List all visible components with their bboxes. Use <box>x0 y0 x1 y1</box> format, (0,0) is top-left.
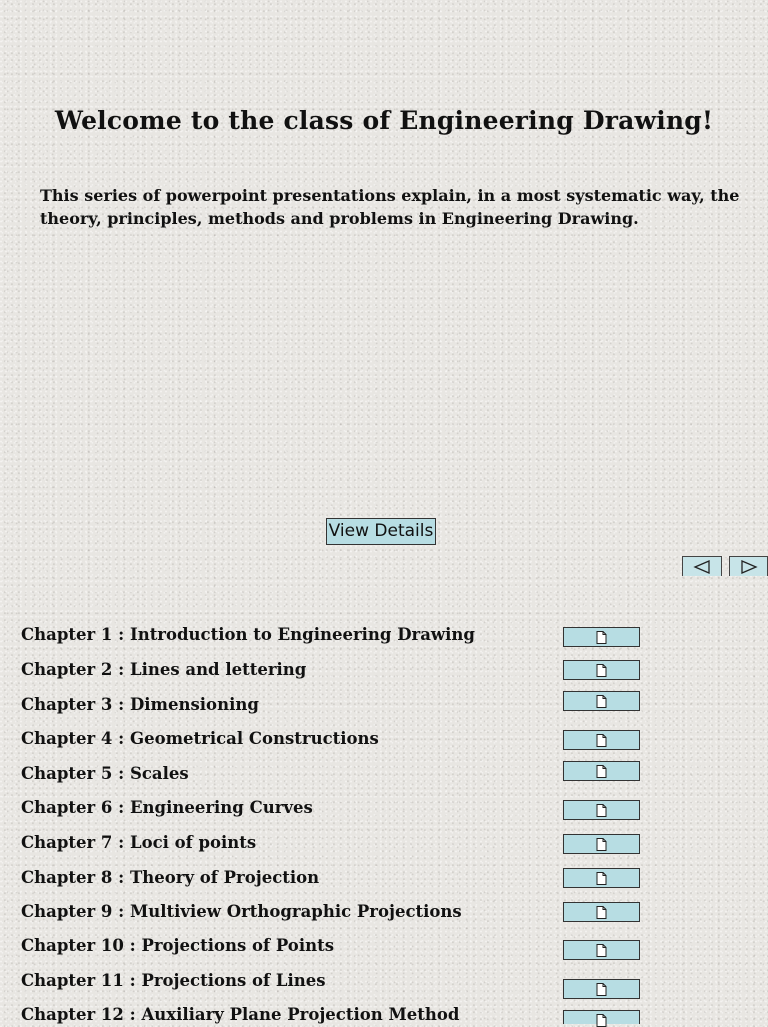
chapter-3-label[interactable]: Chapter 3 : Dimensioning <box>21 695 259 714</box>
document-icon <box>596 804 607 817</box>
chapter-10-label[interactable]: Chapter 10 : Projections of Points <box>21 936 334 955</box>
chapter-5-label[interactable]: Chapter 5 : Scales <box>21 764 189 783</box>
chapter-9-open-button[interactable] <box>563 902 640 922</box>
document-icon <box>596 664 607 677</box>
chapter-2-open-button[interactable] <box>563 660 640 680</box>
document-icon <box>596 944 607 957</box>
chapter-4-label[interactable]: Chapter 4 : Geometrical Constructions <box>21 729 379 748</box>
triangle-right-icon <box>739 560 759 574</box>
document-icon <box>596 983 607 996</box>
intro-paragraph: This series of powerpoint presentations explain, in a most systematic way, the theory, principles, methods and problems in Engineering Drawing. <box>40 186 740 228</box>
document-icon <box>596 1014 607 1027</box>
document-icon <box>596 734 607 747</box>
chapter-7-open-button[interactable] <box>563 834 640 854</box>
chapter-6-open-button[interactable] <box>563 800 640 820</box>
chapter-6-label[interactable]: Chapter 6 : Engineering Curves <box>21 798 313 817</box>
chapter-1-label[interactable]: Chapter 1 : Introduction to Engineering Drawing <box>21 625 475 644</box>
view-details-button[interactable]: View Details <box>326 518 436 545</box>
page-title: Welcome to the class of Engineering Drawing! <box>54 106 714 135</box>
triangle-left-icon <box>692 560 712 574</box>
document-icon <box>596 765 607 778</box>
chapter-2-label[interactable]: Chapter 2 : Lines and lettering <box>21 660 307 679</box>
chapter-12-label[interactable]: Chapter 12 : Auxiliary Plane Projection Method <box>21 1005 460 1024</box>
chapter-1-open-button[interactable] <box>563 627 640 647</box>
document-icon <box>596 631 607 644</box>
chapter-3-open-button[interactable] <box>563 691 640 711</box>
chapter-8-open-button[interactable] <box>563 868 640 888</box>
chapter-7-label[interactable]: Chapter 7 : Loci of points <box>21 833 257 852</box>
chapter-12-open-button[interactable] <box>563 1010 640 1024</box>
chapter-11-label[interactable]: Chapter 11 : Projections of Lines <box>21 971 326 990</box>
chapter-5-open-button[interactable] <box>563 761 640 781</box>
next-slide-button[interactable] <box>729 556 768 576</box>
chapter-8-label[interactable]: Chapter 8 : Theory of Projection <box>21 868 320 887</box>
document-icon <box>596 838 607 851</box>
document-icon <box>596 906 607 919</box>
document-icon <box>596 695 607 708</box>
chapter-10-open-button[interactable] <box>563 940 640 960</box>
chapter-9-label[interactable]: Chapter 9 : Multiview Orthographic Projections <box>21 902 462 921</box>
chapter-11-open-button[interactable] <box>563 979 640 999</box>
previous-slide-button[interactable] <box>682 556 722 576</box>
document-icon <box>596 872 607 885</box>
chapter-4-open-button[interactable] <box>563 730 640 750</box>
